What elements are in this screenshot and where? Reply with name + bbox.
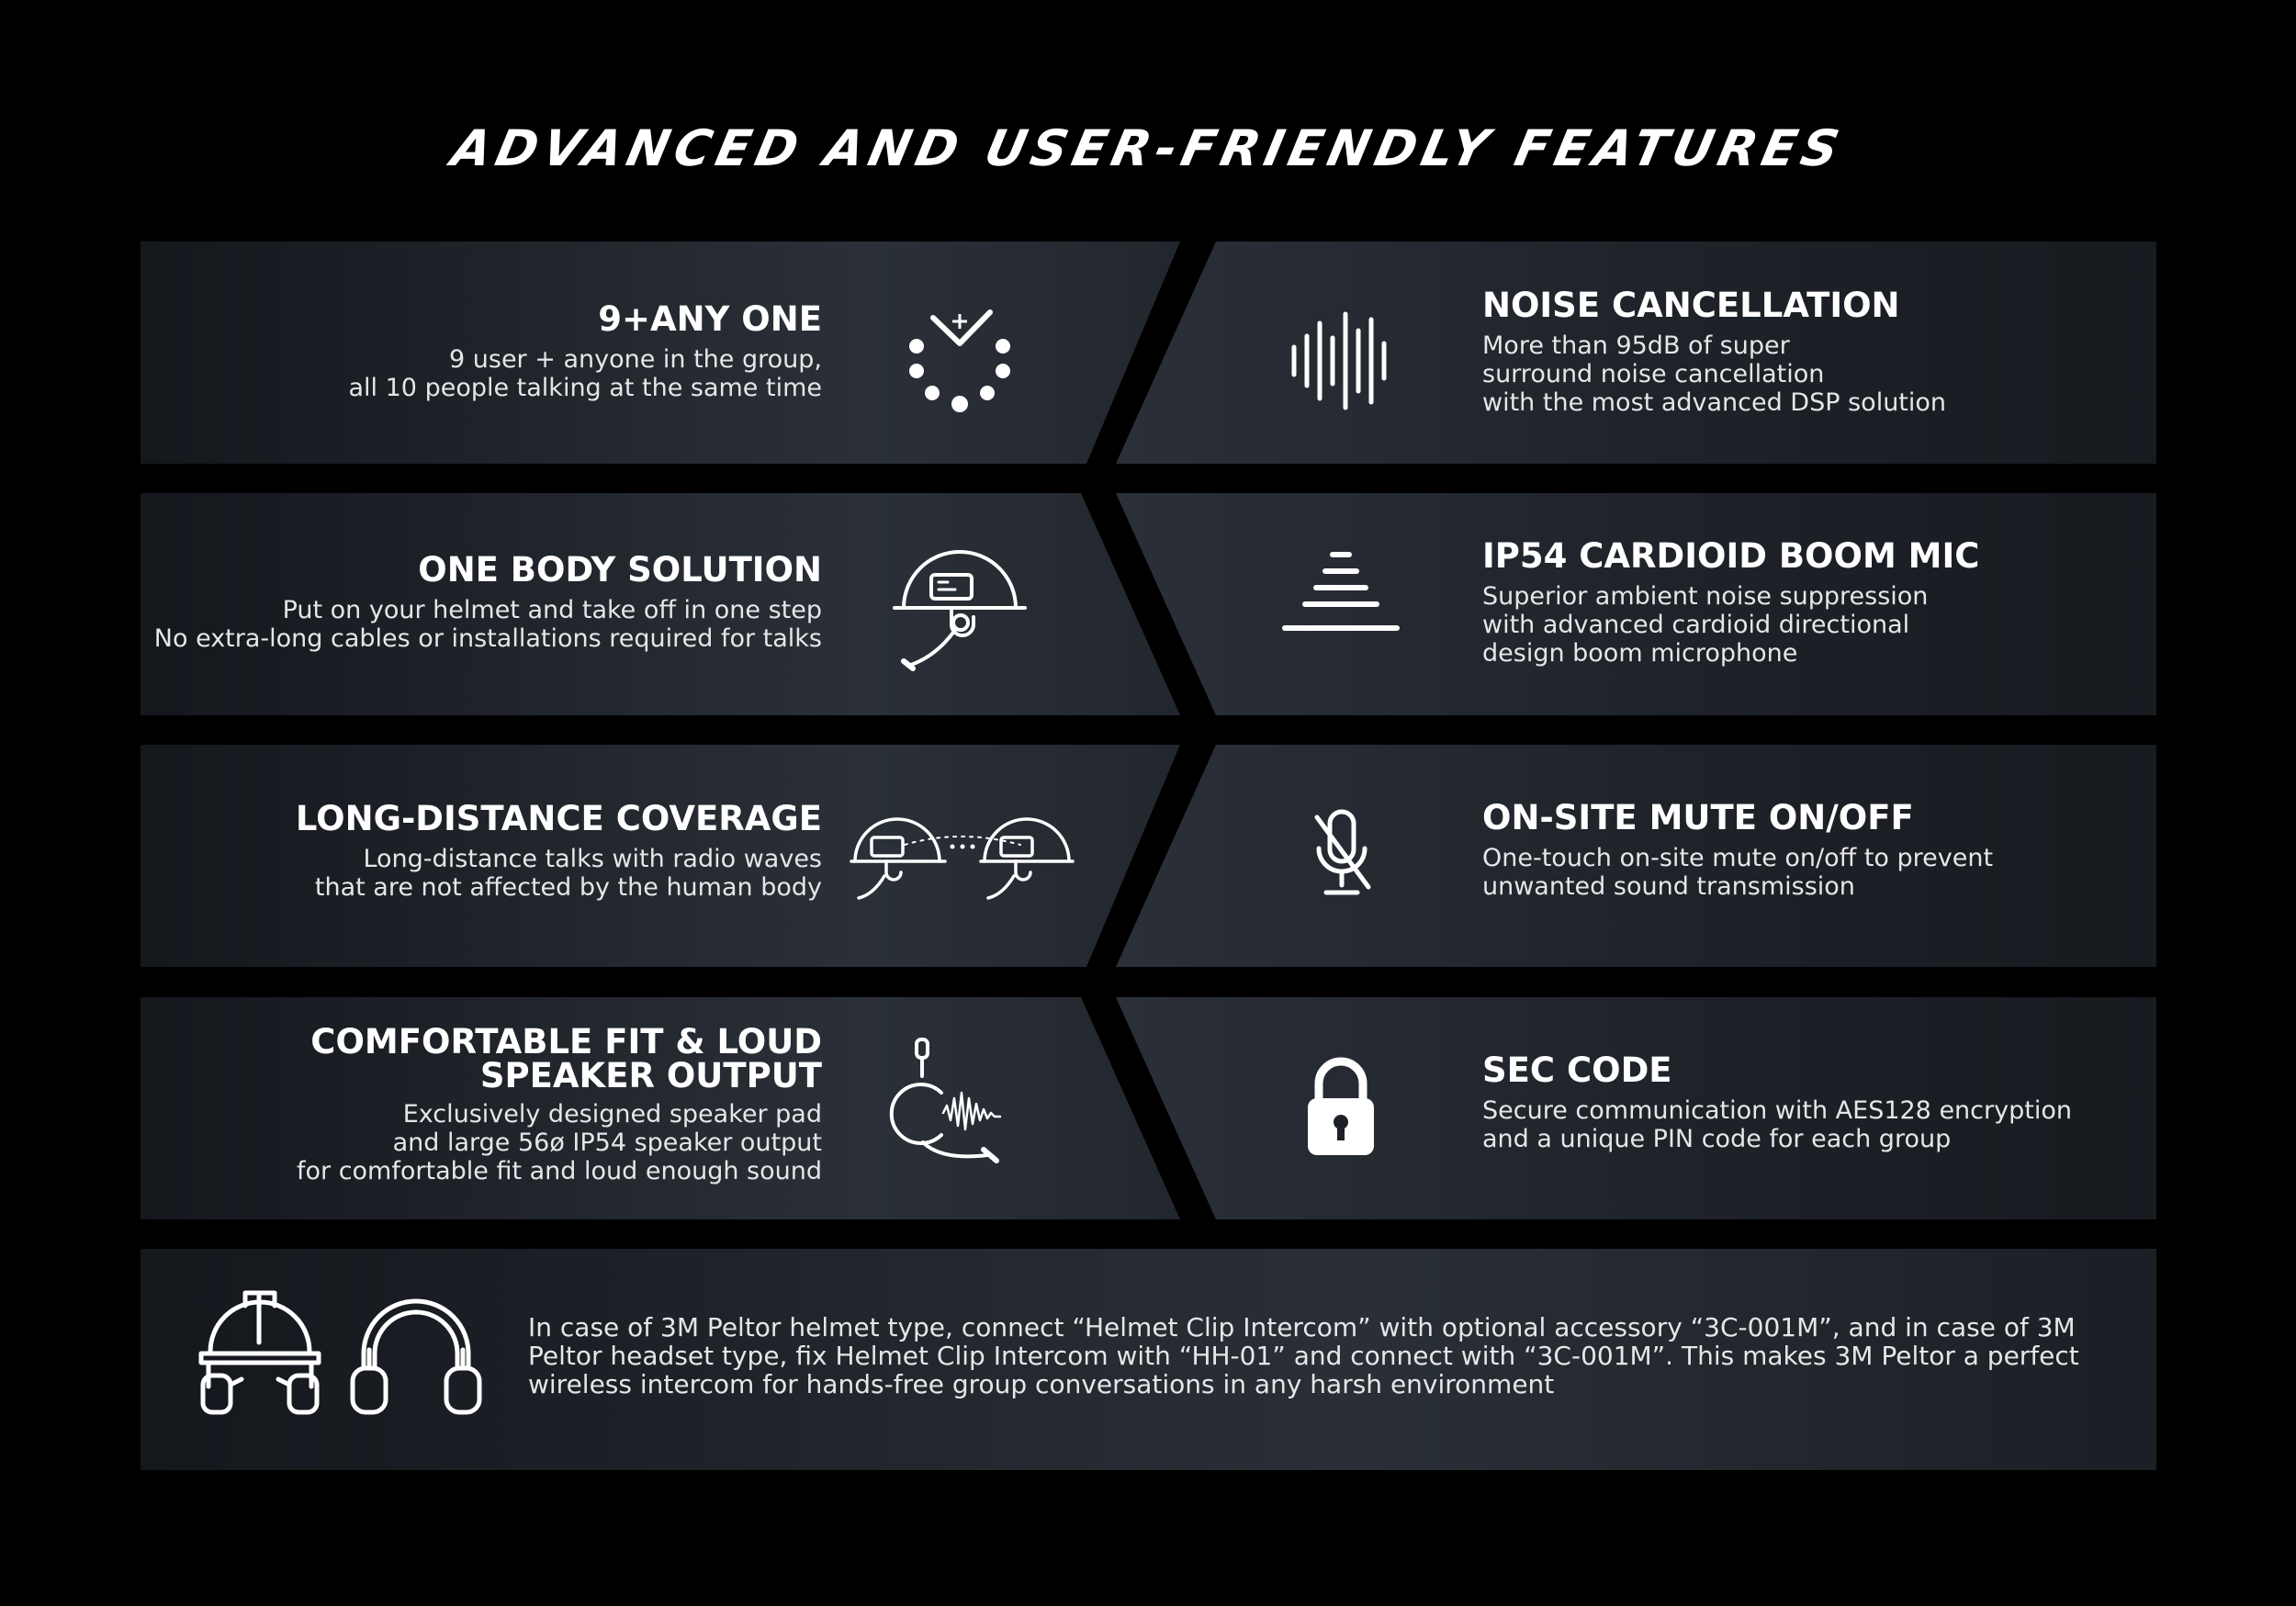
feature-title: COMFORTABLE FIT & LOUD SPEAKER OUTPUT xyxy=(310,1022,822,1095)
feature-desc: Put on your helmet and take off in one step No extra-long cables or installations required for talks xyxy=(153,596,822,653)
feature-title: NOISE CANCELLATION xyxy=(1482,286,1900,325)
hard-hat-icon xyxy=(197,1287,321,1416)
feature-long-distance xyxy=(87,801,822,902)
feature-9-any-one xyxy=(87,301,822,402)
feature-comfortable-fit xyxy=(87,1022,822,1185)
feature-title: IP54 CARDIOID BOOM MIC xyxy=(1482,536,1980,576)
feature-desc: Long-distance talks with radio waves that are not affected by the human body xyxy=(314,845,822,902)
feature-desc: One-touch on-site mute on/off to prevent unwanted sound transmission xyxy=(1482,844,1994,901)
feature-title: 9+ANY ONE xyxy=(598,299,822,339)
feature-noise-cancellation xyxy=(1482,287,2125,417)
feature-title: LONG-DISTANCE COVERAGE xyxy=(295,799,822,838)
two-helmets-icon xyxy=(850,808,1075,904)
feature-mute xyxy=(1482,800,2125,901)
soundwave-icon xyxy=(1290,310,1390,411)
lock-icon xyxy=(1304,1056,1378,1157)
footer-text: In case of 3M Peltor helmet type, connect “Helmet Clip Intercom” with optional accessory “3C-001M”, and in case of 3M Peltor headset type, fix Helmet Clip Intercom with “HH-01” and connect with “3C-001M”. This makes 3M Peltor a perfect wireless intercom for hands-free group conversations in any harsh environment xyxy=(528,1312,2079,1399)
feature-desc: Exclusively designed speaker pad and large 56ø IP54 speaker output for comfortable fit and loud enough sound xyxy=(296,1100,822,1185)
feature-desc: Secure communication with AES128 encryption and a unique PIN code for each group xyxy=(1482,1096,2072,1153)
feature-desc: Superior ambient noise suppression with advanced cardioid directional design boom microphone xyxy=(1482,582,1929,668)
feature-sec-code xyxy=(1482,1052,2125,1153)
mic-mute-icon xyxy=(1311,808,1372,898)
group-talk-icon xyxy=(900,296,1019,415)
speaker-wave-icon xyxy=(886,1036,1038,1169)
feature-cardioid-mic xyxy=(1482,538,2125,668)
feature-one-body xyxy=(0,552,822,653)
cardioid-mic-icon xyxy=(1281,549,1401,634)
page-title: ADVANCED AND USER-FRIENDLY FEATURES xyxy=(446,119,1850,177)
feature-desc: More than 95dB of super surround noise cancellation with the most advanced DSP solution xyxy=(1482,331,1947,417)
helmet-intercom-icon xyxy=(891,534,1029,672)
feature-title: ONE BODY SOLUTION xyxy=(418,550,822,590)
headset-icon xyxy=(347,1293,485,1417)
feature-title: ON-SITE MUTE ON/OFF xyxy=(1482,798,1914,837)
feature-title: SEC CODE xyxy=(1482,1050,1672,1090)
feature-desc: 9 user + anyone in the group, all 10 people talking at the same time xyxy=(348,345,822,402)
